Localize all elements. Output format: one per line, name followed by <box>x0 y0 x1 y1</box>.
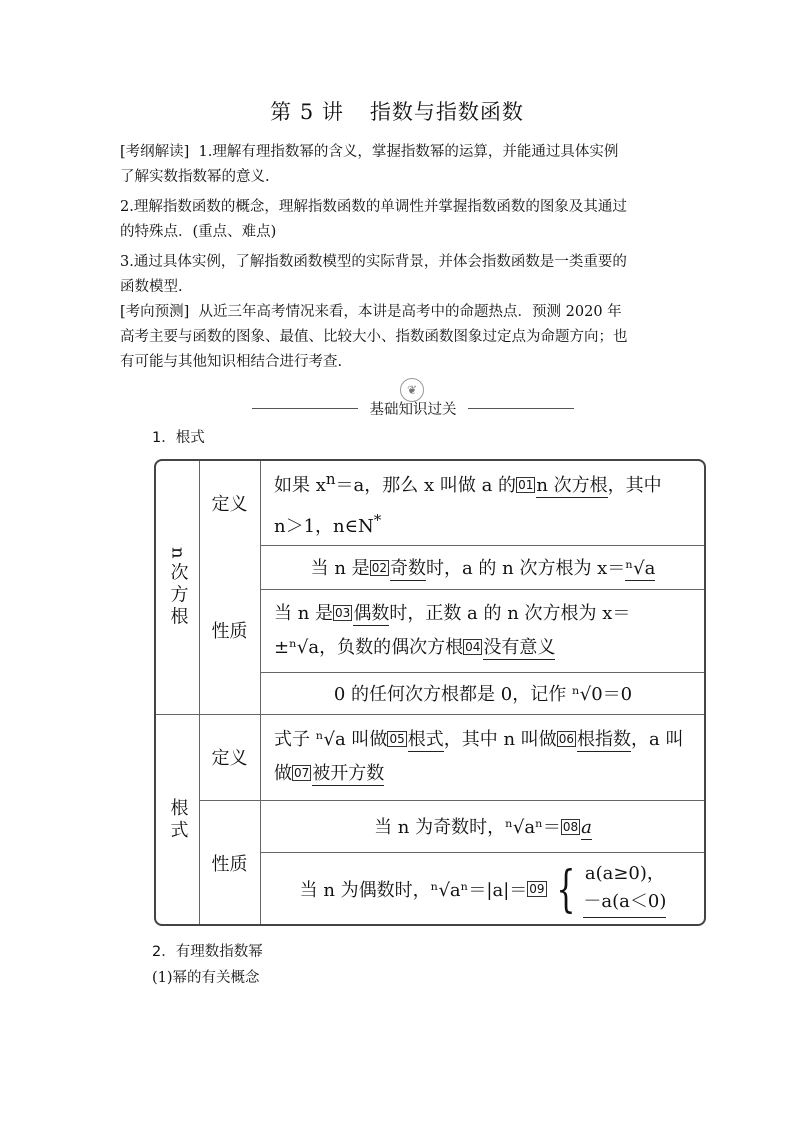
text: ＝a，那么 x 叫做 a 的 <box>335 475 517 496</box>
radical-table <box>154 459 706 926</box>
label-definition: 定义 <box>211 494 248 515</box>
text: ，其中 <box>607 475 662 496</box>
intro-line: 的特殊点．(重点、难点) <box>120 224 277 240</box>
blank-number: 04 <box>465 639 481 654</box>
brace-icon: { <box>555 860 576 918</box>
text: 做 <box>274 763 292 784</box>
row-odd-root <box>260 545 706 589</box>
group-label: 根式 <box>167 798 189 842</box>
intro-line: 2.理解指数函数的概念，理解指数函数的单调性并掌握指数函数的图象及其通过 <box>120 199 627 215</box>
label-property: 性质 <box>211 620 248 642</box>
answer: a <box>581 817 592 838</box>
blank-number: 05 <box>389 732 405 746</box>
text: n <box>325 470 336 488</box>
label-property: 性质 <box>211 854 248 875</box>
text: n＞1，n∈N <box>274 516 374 537</box>
subheading-power-concepts: (1)幂的有关概念 <box>152 970 260 986</box>
section-label: 基础知识过关 <box>369 402 457 418</box>
blank-number: 06 <box>558 732 575 746</box>
intro-line: 3.通过具体实例，了解指数函数模型的实际背景，并体会指数函数是一类重要的 <box>120 254 627 270</box>
heading-radical: 1．根式 <box>152 430 205 446</box>
answer: ⁿ√a <box>625 558 656 579</box>
intro-line: 有可能与其他知识相结合进行考查. <box>120 354 343 370</box>
row-even-power-root <box>260 852 706 926</box>
group-radical <box>156 714 199 926</box>
text: 当 n 为奇数时，ⁿ√aⁿ＝ <box>374 817 561 838</box>
blank-number: 07 <box>294 766 310 780</box>
row-zero-root: 0 的任何次方根都是 0，记作 ⁿ√0＝0 <box>333 684 633 705</box>
blank-number: 09 <box>529 882 545 896</box>
divider-line-left <box>252 408 358 409</box>
forecast-badge: [考向预测] <box>120 304 190 320</box>
blank-number: 08 <box>562 820 579 834</box>
text: 时，a 的 n 次方根为 x＝ <box>425 558 626 579</box>
group-nth-root <box>156 461 199 714</box>
answer: 根式 <box>407 729 444 750</box>
text: 当 n 是 <box>274 602 334 624</box>
text: ，其中 n 叫做 <box>443 729 557 750</box>
heading-rational-exponent: 2．有理数指数幂 <box>152 944 263 960</box>
text: 式子 ⁿ√a 叫做 <box>274 729 388 750</box>
text: ±ⁿ√a，负数的偶次方根 <box>274 636 464 658</box>
answer: 没有意义 <box>483 636 556 658</box>
intro-line: 了解实数指数幂的意义. <box>120 169 270 185</box>
lecture-title: 指数与指数函数 <box>369 100 524 124</box>
answer: 奇数 <box>389 558 426 579</box>
section-divider <box>252 378 574 422</box>
blank-number: 02 <box>371 561 387 575</box>
answer: 偶数 <box>353 602 390 624</box>
intro-line: 从近三年高考情况来看，本讲是高考中的命题热点．预测 2020 年 <box>198 304 622 320</box>
answer: 根指数 <box>577 729 632 750</box>
answer <box>583 860 666 918</box>
divider-line-right <box>468 408 574 409</box>
intro-line: 1.理解有理指数幂的含义，掌握指数幂的运算，并能通过具体实例 <box>198 144 619 160</box>
intro-line: 函数模型. <box>120 279 183 295</box>
answer: 被开方数 <box>312 763 385 784</box>
text: 当 n 是 <box>310 558 370 579</box>
text: ，a 叫 <box>631 729 684 750</box>
row-definition-radical <box>260 714 706 800</box>
blank-number: 01 <box>518 478 534 492</box>
page-title <box>0 96 794 126</box>
text: * <box>373 511 382 529</box>
intro-block <box>120 140 680 375</box>
lecture-number: 第 5 讲 <box>270 100 344 124</box>
row-definition-nth-root <box>260 461 706 545</box>
label-definition: 定义 <box>211 748 248 769</box>
text: 时，正数 a 的 n 次方根为 x＝ <box>389 602 631 624</box>
row-odd-power-root <box>260 800 706 852</box>
intro-line: 高考主要与函数的图象、最值、比较大小、指数函数图象过定点为命题方向；也 <box>120 329 628 345</box>
text: 当 n 为偶数时，ⁿ√aⁿ＝|a|＝ <box>299 880 528 901</box>
leaf-icon: ❦ <box>400 378 424 402</box>
row-even-root <box>260 589 706 672</box>
blank-number: 03 <box>335 605 351 620</box>
case-line: －a(a＜0) <box>583 891 667 912</box>
group-label: n次方根 <box>167 546 189 629</box>
answer: n 次方根 <box>536 475 608 496</box>
case-line: a(a≥0)， <box>584 863 665 884</box>
text: 如果 x <box>274 475 326 496</box>
syllabus-badge: [考纲解读] <box>120 144 190 160</box>
